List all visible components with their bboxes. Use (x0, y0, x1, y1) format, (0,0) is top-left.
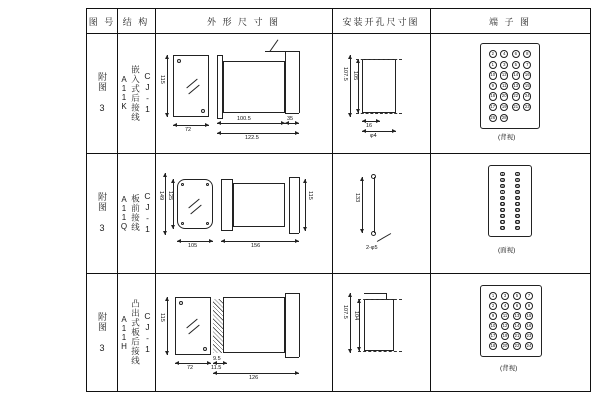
terminal-pin: 7 (501, 188, 504, 194)
dim-label-35-1: 35 (287, 116, 294, 122)
terminal-drawing-2 (430, 153, 590, 273)
header-terminal: 端 子 图 (488, 16, 531, 27)
terminal-pin: 6 (513, 302, 521, 310)
dim-line-16-1 (362, 121, 380, 122)
dim-label-133-2: 133 (354, 193, 360, 203)
dim-label-156-2: 156 (251, 243, 261, 249)
terminal-pin: 13 (514, 312, 520, 318)
front-plate-1 (173, 55, 209, 117)
terminal-pin: 10 (490, 322, 496, 328)
dim-line-133-2 (362, 177, 363, 233)
screw-hole-tl-3 (179, 301, 183, 305)
dim-label-phi4-1: φ4 (370, 133, 377, 139)
dim-label-72-3: 72 (187, 365, 194, 371)
terminal-pin: 6 (516, 182, 519, 188)
header-structure: 结 构 (122, 16, 150, 27)
dim-label-115-3: 115 (159, 313, 165, 322)
side-cap-bottom-2 (289, 233, 299, 234)
terminal-pin: 12 (500, 71, 508, 79)
terminal-pin: 16 (526, 322, 532, 328)
terminal-pin: 18 (489, 92, 497, 100)
side-flange-2 (221, 179, 233, 231)
terminal-pin: 5 (512, 61, 520, 69)
terminal-pin: 22 (512, 92, 520, 100)
terminal-pin: 3 (501, 292, 509, 300)
terminal-pin: 21 (514, 332, 520, 338)
terminal-pin: 1 (489, 292, 497, 300)
header-outline: 外 形 尺 寸 图 (206, 16, 280, 27)
terminal-pin: 8 (525, 302, 533, 310)
centerline-bottom-1 (356, 113, 402, 114)
dim-line-105-1 (358, 59, 359, 113)
dim-line-115-2 (305, 179, 306, 231)
terminal-pin: 11 (500, 200, 505, 206)
dim-label-125-2: 125 (167, 191, 173, 201)
centerline-bottom-3 (358, 351, 402, 352)
terminal-pin: 11 (502, 312, 508, 318)
side-cap-top-3 (285, 293, 299, 294)
side-cap-edge-1 (285, 51, 286, 113)
structure-model-1: CJ-1 (142, 71, 153, 115)
terminal-pin: 13 (512, 82, 520, 90)
terminal-pin: 14 (515, 206, 520, 212)
dim-label-100-5-1: 100.5 (237, 116, 251, 122)
terminal-pin: 2 (516, 170, 519, 176)
dim-line-100-5-1 (217, 123, 285, 124)
terminal-pin: 5 (501, 182, 504, 188)
dim-line-126-3 (213, 373, 299, 374)
terminal-grid-1 (480, 43, 540, 129)
terminal-pin: 22 (514, 342, 520, 348)
dim-label-2phi5-2: 2-φ5 (366, 245, 378, 251)
structure-cell-3 (117, 273, 155, 392)
terminal-pin: 15 (500, 212, 505, 218)
terminal-pin: 17 (489, 103, 497, 111)
spec-table (86, 8, 591, 392)
side-cap-bottom-1 (285, 113, 299, 114)
side-cap-right-2 (299, 177, 300, 233)
terminal-pin: 18 (490, 342, 496, 348)
terminal-pin: 28 (500, 114, 508, 122)
structure-code-3: A11H (119, 314, 129, 351)
mounting-drawing-3 (332, 273, 430, 392)
terminal-pin: 11 (500, 82, 508, 90)
terminal-caption-3: (背视) (500, 365, 518, 372)
structure-model-3: CJ-1 (142, 310, 153, 355)
dim-label-72-1: 72 (185, 127, 192, 133)
terminal-pin: 23 (523, 103, 531, 111)
screw-hole-bl-2 (181, 222, 184, 225)
structure-desc-2: 板前接线 (130, 194, 141, 232)
terminal-pin: 19 (500, 103, 508, 111)
dim-line-122-5-1 (217, 133, 299, 134)
terminal-pin: 1 (501, 170, 504, 176)
dim-label-11-5-3: 11.5 (211, 365, 222, 371)
dim-line-35-1 (285, 123, 299, 124)
side-body-1 (223, 61, 285, 113)
dim-label-9-5-3: 9.5 (213, 356, 221, 362)
terminal-pin: 20 (515, 224, 520, 230)
terminal-pin: 12 (502, 322, 508, 328)
terminal-pin: 9 (501, 194, 504, 200)
bracket-hatch-3 (213, 299, 223, 353)
terminal-grid-2 (488, 165, 532, 237)
outline-drawing-3 (155, 273, 332, 392)
header-fig-no: 图 号 (88, 16, 116, 27)
terminal-pin: 19 (500, 224, 505, 230)
dim-label-104-3: 104 (353, 311, 359, 321)
terminal-pin: 23 (526, 332, 532, 338)
mount-hole-bottom-2 (371, 231, 376, 236)
structure-desc-1: 嵌入式后接线 (130, 64, 141, 122)
terminal-pin: 3 (500, 61, 508, 69)
side-body-3 (223, 297, 285, 353)
structure-model-2: CJ-1 (142, 191, 153, 235)
terminal-pin: 2 (489, 50, 497, 58)
terminal-pin: 17 (500, 218, 505, 224)
dim-line-107-5-3 (350, 293, 351, 353)
terminal-pin: 8 (523, 50, 531, 58)
dim-label-115-2: 115 (307, 191, 313, 200)
dim-line-156-2 (221, 241, 299, 242)
terminal-pin: 4 (500, 50, 508, 58)
terminal-pin: 24 (526, 342, 532, 348)
dim-label-115-1: 115 (159, 75, 165, 84)
mount-top-edge-3 (364, 293, 386, 294)
outline-drawing-1 (155, 33, 332, 153)
dim-line-9-5-3 (213, 363, 227, 364)
fig-no-cell-3: 附图 3 (97, 311, 107, 354)
centerline-top-1 (356, 59, 402, 60)
terminal-drawing-1 (430, 33, 590, 153)
terminal-pin: 13 (500, 206, 505, 212)
terminal-pin: 18 (515, 218, 520, 224)
side-cap-right-1 (299, 51, 300, 113)
terminal-pin: 7 (525, 292, 533, 300)
terminal-pin: 16 (523, 71, 531, 79)
terminal-pin: 6 (512, 50, 520, 58)
terminal-pin: 20 (502, 342, 508, 348)
terminal-pin: 1 (489, 61, 497, 69)
terminal-pin: 9 (489, 312, 497, 320)
fig-no-cell-2: 附图 3 (97, 192, 107, 234)
screw-hole-tr-2 (206, 183, 209, 186)
terminal-pin: 10 (489, 71, 497, 79)
dim-label-149-2: 149 (158, 191, 164, 201)
screw-hole-br-2 (206, 222, 209, 225)
screw-hole-tl-1 (177, 59, 181, 63)
mount-cutout-3 (364, 299, 394, 351)
terminal-pin: 16 (515, 212, 520, 218)
terminal-pin: 21 (512, 103, 520, 111)
dim-line-phi4-1 (362, 131, 396, 132)
terminal-grid-3 (480, 285, 542, 357)
terminal-pin: 19 (502, 332, 508, 338)
terminal-pin: 5 (513, 292, 521, 300)
terminal-pin: 15 (523, 82, 531, 90)
terminal-pin: 15 (526, 312, 532, 318)
side-cap-left-2 (289, 177, 290, 233)
header-mounting: 安装开孔尺寸图 (342, 16, 420, 27)
terminal-pin: 14 (512, 71, 520, 79)
outline-drawing-2 (155, 153, 332, 273)
dim-label-126-3: 126 (249, 375, 259, 381)
terminal-pin: 20 (500, 92, 508, 100)
terminal-caption-2: (面视) (498, 247, 516, 254)
dim-label-105-2: 105 (188, 243, 198, 249)
dim-line-115-1 (167, 55, 168, 117)
mounting-drawing-1 (332, 33, 430, 153)
dim-label-105-1: 105 (352, 71, 358, 81)
leader-line-2 (377, 233, 391, 242)
terminal-pin: 7 (523, 61, 531, 69)
terminal-pin: 14 (514, 322, 520, 328)
dim-label-107-5-3: 107.5 (342, 305, 348, 319)
dim-line-125-2 (173, 179, 174, 229)
dim-line-105-2 (177, 241, 213, 242)
dim-line-115-3 (167, 297, 168, 355)
mounting-drawing-2 (332, 153, 430, 273)
side-cap-left-3 (285, 293, 286, 357)
mount-axis-2 (374, 177, 375, 233)
terminal-pin: 3 (501, 176, 504, 182)
terminal-caption-1: (背视) (498, 134, 516, 141)
terminal-pin: 17 (490, 332, 496, 338)
terminal-drawing-3 (430, 273, 590, 392)
dim-line-107-5-1 (350, 55, 351, 117)
side-body-2 (233, 183, 285, 227)
mount-hole-top-2 (371, 174, 376, 179)
terminal-pin: 4 (516, 176, 519, 182)
dim-line-72-1 (173, 125, 209, 126)
screw-hole-br-1 (201, 109, 205, 113)
dim-line-104-3 (359, 299, 360, 351)
side-cap-right-3 (299, 293, 300, 357)
dim-line-149-2 (165, 173, 166, 235)
centerline-top-3 (358, 299, 402, 300)
dim-label-122-5-1: 122.5 (245, 135, 259, 141)
side-cap-bottom-3 (285, 357, 299, 358)
structure-code-1: A11K (119, 75, 129, 111)
fig-no-cell-1: 附图 3 (97, 72, 107, 114)
side-cap-top-2 (289, 177, 299, 178)
terminal-pin: 24 (523, 92, 531, 100)
structure-cell-2 (117, 153, 155, 273)
mount-cutout-1 (362, 59, 396, 113)
lead-line-1 (270, 39, 279, 51)
terminal-pin: 8 (516, 188, 519, 194)
terminal-pin: 9 (489, 82, 497, 90)
structure-cell-1 (117, 33, 155, 153)
structure-code-2: A11Q (119, 195, 129, 231)
screw-hole-br-3 (203, 347, 207, 351)
terminal-pin: 4 (501, 302, 509, 310)
dim-label-107-5-1: 107.5 (342, 67, 348, 81)
terminal-pin: 26 (489, 114, 497, 122)
terminal-pin: 12 (515, 200, 520, 206)
terminal-pin: 2 (489, 302, 497, 310)
terminal-pin: 10 (515, 194, 520, 200)
structure-desc-3: 凸出式板后接线 (130, 299, 141, 366)
side-flange-1 (217, 55, 223, 119)
dim-label-16-1: 16 (366, 123, 373, 129)
dim-line-72-3 (175, 363, 211, 364)
screw-hole-tl-2 (181, 183, 184, 186)
